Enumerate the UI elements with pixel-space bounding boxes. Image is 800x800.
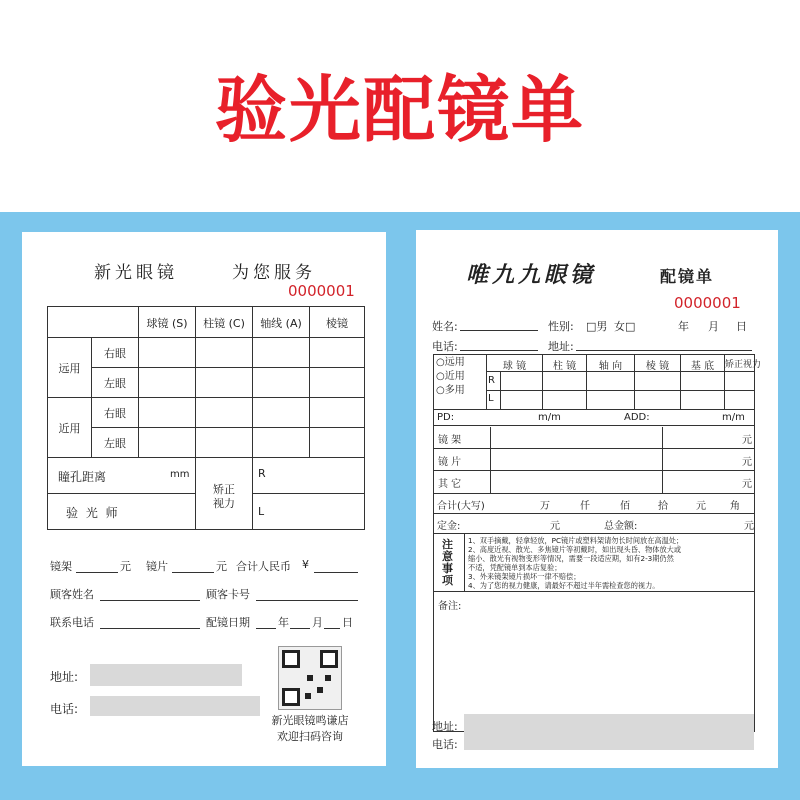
customer-name-label: 顾客姓名 (50, 588, 94, 601)
tel-label: 电话: (50, 702, 79, 716)
remarks-label: 备注: (438, 601, 462, 612)
header-corrected-vision: 矫正视力 (725, 360, 762, 370)
phone-label: 电话: (432, 340, 458, 353)
left-eye-label: 左眼 (104, 377, 126, 390)
deposit-label: 定金: (437, 521, 461, 532)
currency-sign: ¥ (302, 558, 309, 571)
left-prescription-table (47, 306, 365, 530)
year-label: 年 (278, 616, 289, 629)
male-option[interactable]: □男 (586, 320, 608, 333)
right-serial-number: 0000001 (674, 294, 741, 312)
fitting-date-label: 配镜日期 (206, 616, 250, 629)
add-label: ADD: (624, 412, 650, 423)
r-label: R (258, 467, 266, 480)
left-shop-name: 新光眼镜 (94, 263, 178, 283)
header-cylinder: 柱镜 (C) (203, 317, 245, 330)
female-option[interactable]: 女□ (614, 320, 636, 333)
unit-shi: 拾 (658, 501, 668, 512)
notice-title-4: 项 (442, 574, 453, 587)
bottom-address-label: 地址: (432, 720, 458, 733)
name-label: 姓名: (432, 320, 458, 333)
unit-qian: 仟 (580, 501, 590, 512)
unit-jiao: 角 (730, 501, 740, 512)
header-prism: 棱镜 (326, 317, 348, 330)
tel-field (90, 696, 260, 716)
gender-label: 性别: (548, 320, 574, 333)
header-axis: 轴线 (A) (260, 317, 302, 330)
right-glasses-order-form (416, 230, 778, 768)
header-cylinder: 柱 镜 (552, 361, 577, 372)
use-multi-option[interactable]: ○多用 (436, 385, 465, 396)
balance-yuan: 元 (744, 521, 754, 532)
r-label: R (488, 375, 495, 386)
notice-line-6: 4、为了您的视力健康，请最好不超过半年需检查您的视力。 (468, 581, 660, 590)
corrected-label-2: 视力 (213, 497, 235, 510)
qr-code (278, 646, 342, 710)
address-label: 地址: (50, 670, 79, 684)
balance-label: 总金额: (604, 521, 638, 532)
contact-phone-label: 联系电话 (50, 616, 94, 629)
left-serial-number: 0000001 (288, 282, 355, 300)
header-axis: 轴 向 (598, 361, 623, 372)
notice-title-3: 事 (442, 562, 453, 575)
l-label: L (258, 505, 265, 518)
unit-wan: 万 (540, 501, 550, 512)
pd-label: PD: (437, 412, 455, 423)
frame-label: 镜架 (50, 560, 72, 573)
left-eye-label: 左眼 (104, 437, 126, 450)
notice-line-5: 3、外来镜架镜片损坏一律不赔偿； (468, 572, 581, 581)
right-shop-name: 唯九九眼镜 (466, 262, 597, 288)
right-eye-label: 右眼 (104, 407, 126, 420)
total-label: 合计人民币 (236, 560, 291, 573)
optometrist-label: 验 光 师 (66, 506, 120, 520)
notice-line-1: 1、双手摘戴，轻拿轻放，PC镜片或塑料架请勿长时间放在高温处； (468, 536, 684, 545)
notice-line-3: 缩小、散光有视物变形等情况，需要一段适应期，如有2-3期仍然 (468, 554, 674, 563)
right-eye-label: 右眼 (104, 347, 126, 360)
bottom-tel-label: 电话: (432, 738, 458, 751)
pd-label: 瞳孔距离 (58, 470, 107, 484)
day-label: 日 (342, 616, 353, 629)
address-label: 地址: (548, 340, 574, 353)
use-near-option[interactable]: ○近用 (436, 371, 465, 382)
bottom-contact-field (464, 714, 754, 750)
lens-yuan: 元 (216, 560, 227, 573)
notice-line-4: 不适，凭配镜单到本店复验； (468, 563, 562, 572)
total-capital-label: 合计(大写) (437, 501, 485, 512)
page-title: 验光配镜单 (214, 68, 585, 152)
address-field (90, 664, 242, 686)
qr-caption-scan: 欢迎扫码咨询 (277, 730, 343, 743)
other-yuan: 元 (742, 479, 752, 490)
add-unit: m/m (722, 412, 745, 423)
lens-yuan: 元 (742, 457, 752, 468)
customer-card-label: 顾客卡号 (206, 588, 250, 601)
right-form-name: 配镜单 (660, 267, 715, 286)
notice-title-2: 意 (442, 550, 453, 563)
month-label: 月 (312, 616, 323, 629)
lens-label: 镜片 (146, 560, 168, 573)
frame-yuan: 元 (742, 435, 752, 446)
pd-unit: m/m (538, 412, 561, 423)
frame-label: 镜 架 (438, 435, 462, 446)
unit-bai: 佰 (620, 501, 630, 512)
left-prescription-form (22, 232, 386, 766)
near-label: 近用 (58, 422, 81, 435)
lens-label: 镜 片 (438, 457, 462, 468)
left-slogan: 为您服务 (232, 263, 316, 283)
header-base: 基 底 (690, 361, 715, 372)
notice-line-2: 2、高度近视、散光、多焦镜片等初戴时，如出现头昏、物体放大或 (468, 545, 682, 554)
qr-caption-shop: 新光眼镜鸣谦店 (271, 714, 349, 727)
frame-yuan: 元 (120, 560, 131, 573)
header-sphere: 球 镜 (502, 361, 527, 372)
corrected-label-1: 矫正 (213, 483, 235, 496)
l-label: L (488, 393, 494, 404)
use-far-option[interactable]: ○远用 (436, 357, 465, 368)
other-label: 其 它 (438, 479, 462, 490)
month-label: 月 (708, 320, 719, 333)
pd-unit: mm (170, 469, 190, 480)
header-prism: 棱 镜 (645, 361, 670, 372)
deposit-yuan: 元 (550, 521, 560, 532)
day-label: 日 (736, 320, 747, 333)
year-label: 年 (678, 320, 689, 333)
unit-yuan: 元 (696, 501, 706, 512)
distance-label: 远用 (58, 362, 81, 375)
right-order-table (433, 354, 762, 732)
header-sphere: 球镜 (S) (146, 317, 188, 330)
notice-title-1: 注 (442, 538, 453, 551)
